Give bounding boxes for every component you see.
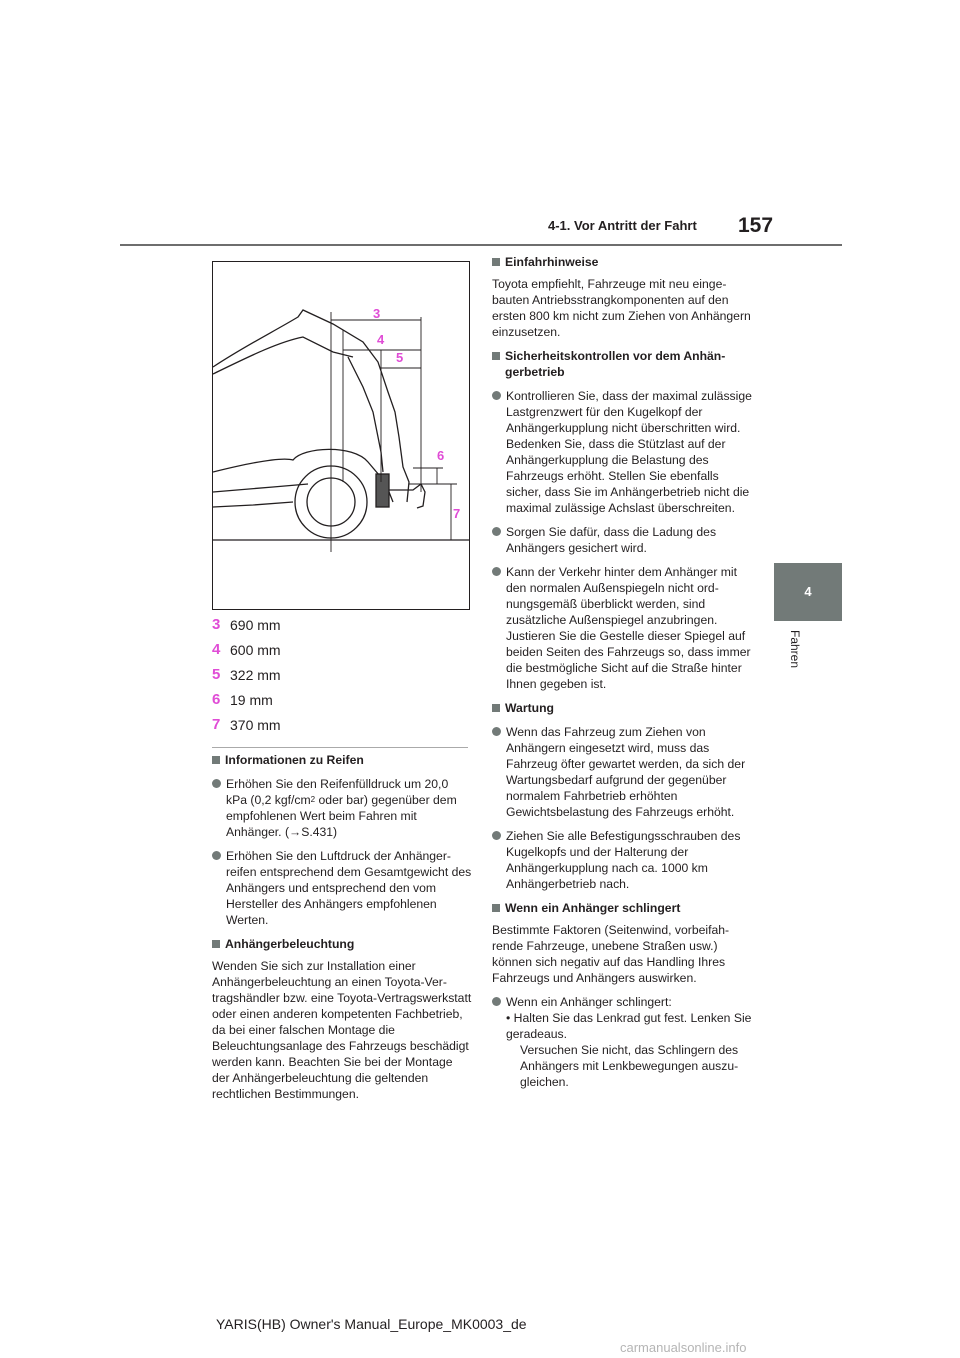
list-item xyxy=(492,524,754,556)
page-number: 157 xyxy=(738,214,774,237)
checks-bullet-3: Kann der Verkehr hinter dem Anhänger mit den normalen Außenspiegeln nicht ordnungsgemäß überblickt werden, sind zusätzliche Außenspiegel anzubringen. Justieren Sie die Gestelle dieser Spiegel auf beiden Seiten des Fahrzeugs so, dass immer die bestmögliche Sicht auf die Straße hinter Ihnen gegeben ist. xyxy=(506,565,751,691)
lights-heading-text: Anhängerbeleuchtung xyxy=(225,937,355,951)
tires-heading-text: Informationen zu Reifen xyxy=(225,753,364,767)
lights-heading xyxy=(212,936,472,952)
square-bullet-icon xyxy=(492,904,500,912)
callout-7: 7 xyxy=(453,506,461,521)
maintenance-heading-text: Wartung xyxy=(505,701,554,715)
sway-sub-1: • Halten Sie das Lenkrad gut fest. Lenken Sie geradeaus. xyxy=(506,1011,752,1041)
square-bullet-icon xyxy=(212,756,220,764)
list-item xyxy=(492,564,754,692)
dimension-number: 5 xyxy=(212,666,221,683)
dimension-row xyxy=(212,662,472,687)
dimension-value: 690 mm xyxy=(230,616,281,633)
maintenance-bullet-2: Ziehen Sie alle Befestigungsschrauben des Kugelkopfs und der Halterung der Anhängerkupplung nach ca. 1000 km Anhängerbetrieb nach. xyxy=(506,829,741,891)
sway-heading-text: Wenn ein Anhänger schlingert xyxy=(505,901,681,915)
breakin-heading xyxy=(492,254,754,270)
sway-heading xyxy=(492,900,754,916)
dimension-legend xyxy=(212,612,472,737)
checks-bullet-2: Sorgen Sie dafür, dass die Ladung des Anhängers gesichert wird. xyxy=(506,525,717,555)
checks-heading-text: Sicherheitskontrollen vor dem Anhängerbetrieb xyxy=(505,349,726,379)
list-item xyxy=(212,848,472,928)
round-bullet-icon xyxy=(492,567,501,576)
rear-window xyxy=(213,337,353,374)
callout-3: 3 xyxy=(373,306,381,321)
dimension-number: 7 xyxy=(212,716,221,733)
left-column xyxy=(212,752,472,1102)
dimension-number: 6 xyxy=(212,691,221,708)
dimension-row xyxy=(212,637,472,662)
dimension-value: 19 mm xyxy=(230,691,273,708)
chapter-label-text: Fahren xyxy=(788,630,802,669)
tires-bullet-2: Erhöhen Sie den Luftdruck der Anhängerreifen entsprechend dem Gesamtgewicht des Anhängers und entsprechend den vom Hersteller des Anhängers empfohlenen Werten. xyxy=(226,849,472,927)
right-column xyxy=(492,254,754,1090)
sway-bullet-text: Wenn ein Anhänger schlingert: xyxy=(506,995,672,1009)
dimension-number: 3 xyxy=(212,616,221,633)
breakin-paragraph: Toyota empfiehlt, Fahrzeuge mit neu eingebauten Antriebsstrangkomponenten auf den ersten 800 km nicht zum Ziehen von Anhängern einzusetzen. xyxy=(492,277,751,339)
checks-bullet-1: Kontrollieren Sie, dass der maximal zulässige Lastgrenzwert für den Kugelkopf der Anhängerkupplung nicht überschritten wird. Bedenken Sie, dass die Stützlast auf der Anhängerkupplung die Belastung des Fahrzeugs erhöht. Stellen Sie ebenfalls sicher, dass Sie im Anhängerbetrieb nicht die maximal zulässige Achslast überschreiten. xyxy=(506,389,752,515)
callout-4: 4 xyxy=(377,332,385,347)
list-item xyxy=(492,994,754,1090)
lights-paragraph: Wenden Sie sich zur Installation einer Anhängerbeleuchtung an einen Toyota-Vertragshändler bzw. eine Toyota-Vertragswerkstatt oder einen anderen kompetenten Fachbetrieb, da bei einer falschen Montage die Beleuchtungsanlage des Fahrzeugs beschädigt werden kann. Beachten Sie bei der Montage der Anhängerbeleuchtung die geltenden rechtlichen Bestimmungen. xyxy=(212,959,472,1101)
round-bullet-icon xyxy=(212,779,221,788)
maintenance-heading xyxy=(492,700,754,716)
sway-bullet xyxy=(506,994,754,1090)
chapter-tab[interactable]: 4 xyxy=(774,563,842,621)
round-bullet-icon xyxy=(492,727,501,736)
hitch-mount xyxy=(376,474,389,507)
square-bullet-icon xyxy=(212,940,220,948)
callout-6: 6 xyxy=(437,448,445,463)
square-bullet-icon xyxy=(492,258,500,266)
footer-text: YARIS(HB) Owner's Manual_Europe_MK0003_de xyxy=(216,1316,527,1332)
chapter-label xyxy=(784,630,804,690)
dimension-row xyxy=(212,612,472,637)
square-bullet-icon xyxy=(492,352,500,360)
square-bullet-icon xyxy=(492,704,500,712)
section-divider xyxy=(212,747,468,748)
dimension-value: 370 mm xyxy=(230,716,281,733)
dimension-row xyxy=(212,687,472,712)
tires-bullet-1: Erhöhen Sie den Reifenfülldruck um 20,0 kPa (0,2 kgf/$cm^2$ oder bar) gegenüber dem empfohlenen Wert beim Fahren mit Anhänger. (→S.431) xyxy=(226,777,457,839)
checks-heading xyxy=(492,348,754,380)
maintenance-bullet-1: Wenn das Fahrzeug zum Ziehen von Anhängern eingesetzt wird, muss das Fahrzeug öfter gewartet werden, da sich der Wartungsbedarf aufgrund der gegenüber normalem Fahrbetrieb erhöhten Gewichtsbelastung des Fahrzeugs erhöht. xyxy=(506,725,746,819)
dimension-row xyxy=(212,712,472,737)
dimension-value: 322 mm xyxy=(230,666,281,683)
round-bullet-icon xyxy=(492,527,501,536)
list-item xyxy=(492,388,754,516)
dimension-value: 600 mm xyxy=(230,641,281,658)
sway-paragraph: Bestimmte Faktoren (Seitenwind, vorbeifahrende Fahrzeuge, unebene Straßen usw.) können sich negativ auf das Handling Ihres Fahrzeugs und Anhängers auswirken. xyxy=(492,923,730,985)
header-rule xyxy=(120,244,842,246)
watermark[interactable]: carmanualsonline.info xyxy=(620,1340,747,1355)
list-item xyxy=(212,776,472,840)
sway-sub-2: Versuchen Sie nicht, das Schlingern des Anhängers mit Lenkbewegungen auszugleichen. xyxy=(520,1043,739,1089)
round-bullet-icon xyxy=(492,997,501,1006)
list-item xyxy=(492,828,754,892)
round-bullet-icon xyxy=(492,831,501,840)
tow-hitch-figure xyxy=(212,261,470,610)
tires-heading xyxy=(212,752,472,768)
dimension-number: 4 xyxy=(212,641,221,658)
car-rear-illustration xyxy=(213,262,469,609)
round-bullet-icon xyxy=(492,391,501,400)
breakin-heading-text: Einfahrhinweise xyxy=(505,255,599,269)
list-item xyxy=(492,724,754,820)
section-title: 4-1. Vor Antritt der Fahrt xyxy=(548,218,697,233)
round-bullet-icon xyxy=(212,851,221,860)
callout-5: 5 xyxy=(396,350,404,365)
